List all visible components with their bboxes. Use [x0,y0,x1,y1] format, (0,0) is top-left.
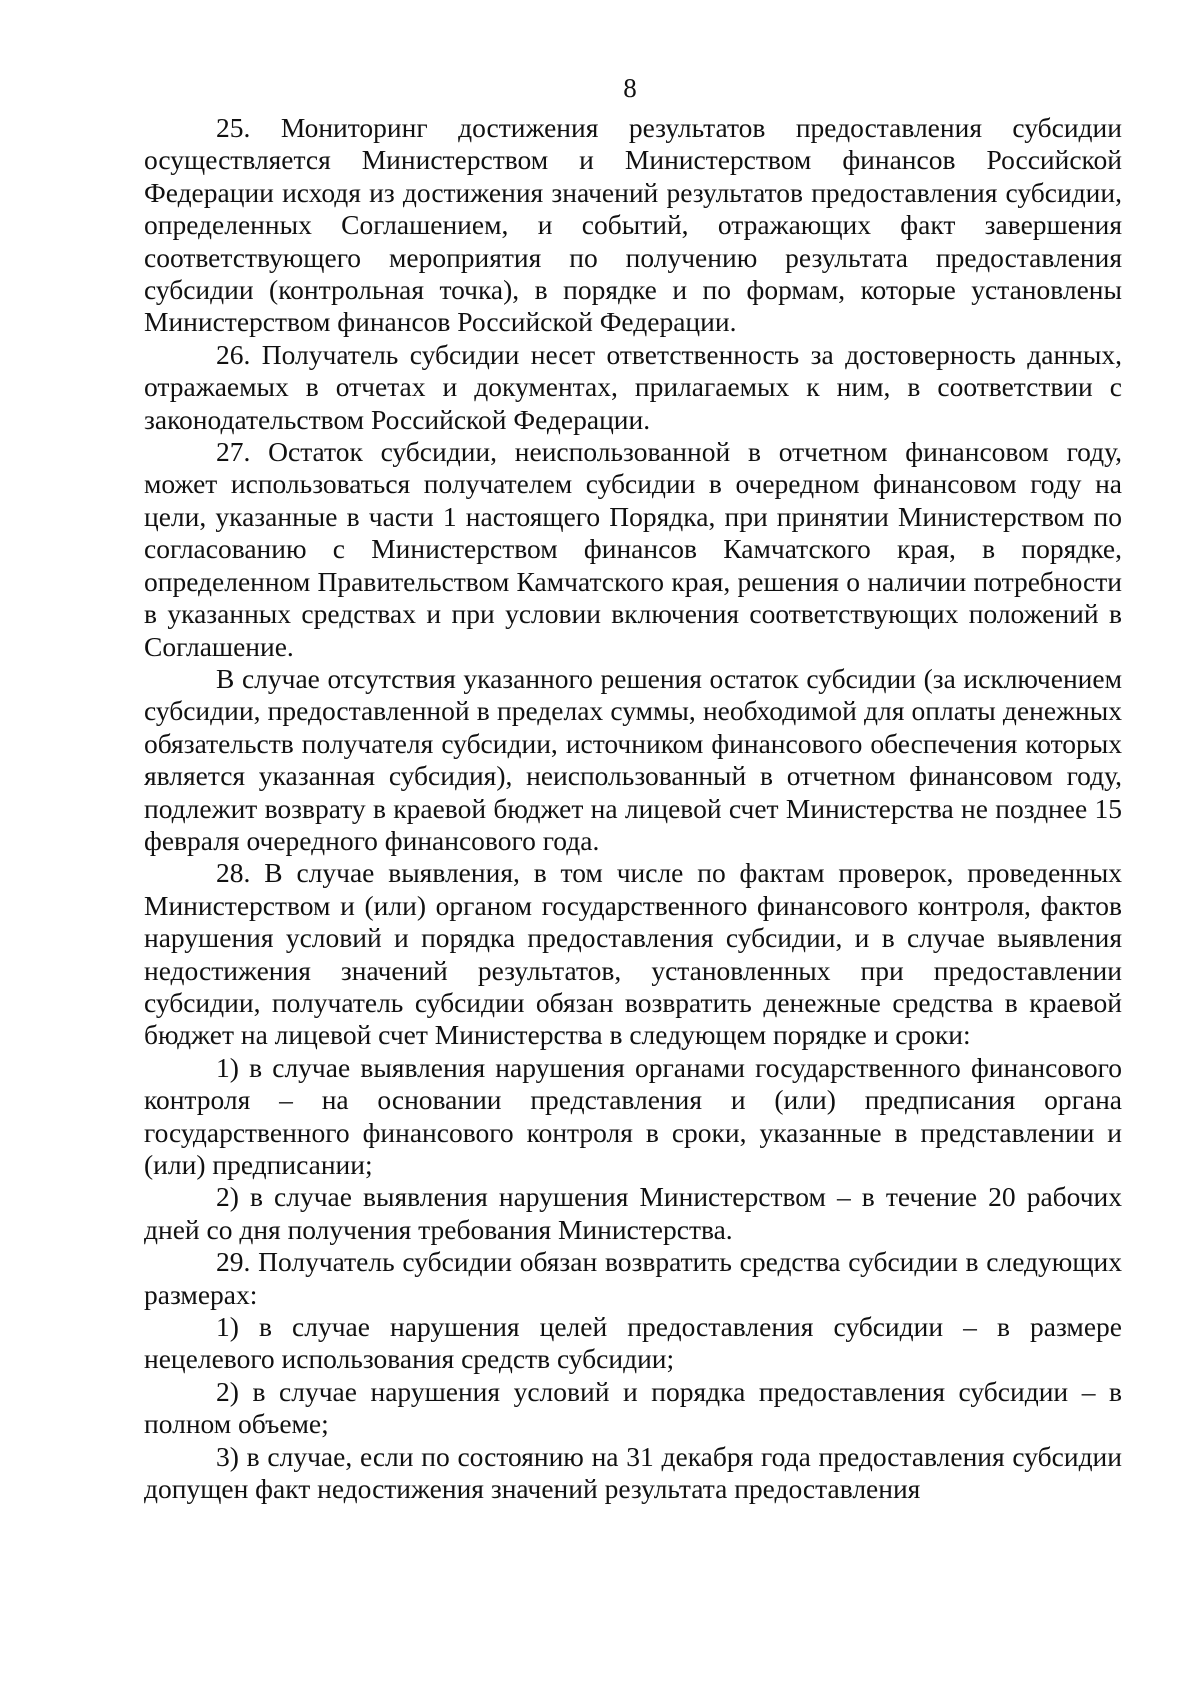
paragraph-29-item-1: 1) в случае нарушения целей предоставления субсидии – в размере нецелевого использования средств субсидии; [144,1311,1122,1375]
paragraph-29: 29. Получатель субсидии обязан возвратить средства субсидии в следующих размерах: [144,1246,1122,1310]
document-body [144,112,1122,1505]
paragraph-29-item-3: 3) в случае, если по состоянию на 31 декабря года предоставления субсидии допущен факт недостижения значений результата предоставления [144,1440,1122,1505]
paragraph-26: 26. Получатель субсидии несет ответственность за достоверность данных, отражаемых в отчетах и документах, прилагаемых к ним, в соответствии с законодательством Российской Федерации. [144,338,1122,435]
page-number: 8 [623,73,637,103]
paragraph-25: 25. Мониторинг достижения результатов предоставления субсидии осуществляется Министерством и Министерством финансов Российской Федерации исходя из достижения значений результатов предоставления субсидии, определенных Соглашением, и событий, отражающих факт завершения соответствующего мероприятия по получению результата предоставления субсидии (контрольная точка), в порядке и по формам, которые установлены Министерством финансов Российской Федерации. [144,112,1122,338]
paragraph-28-item-1: 1) в случае выявления нарушения органами государственного финансового контроля – на основании представления и (или) предписания органа государственного финансового контроля в сроки, указанные в представлении и (или) предписании; [144,1051,1122,1180]
paragraph-28: 28. В случае выявления, в том числе по фактам проверок, проведенных Министерством и (или) органом государственного финансового контроля, фактов нарушения условий и порядка предоставления субсидии, и в случае выявления недостижения значений результатов, установленных при предоставлении субсидии, получатель субсидии обязан возвратить денежные средства в краевой бюджет на лицевой счет Министерства в следующем порядке и сроки: [144,857,1122,1051]
paragraph-29-item-2: 2) в случае нарушения условий и порядка предоставления субсидии – в полном объеме; [144,1375,1122,1440]
paragraph-27: 27. Остаток субсидии, неиспользованной в отчетном финансовом году, может использоваться получателем субсидии в очередном финансовом году на цели, указанные в части 1 настоящего Порядка, при принятии Министерством по согласованию с Министерством финансов Камчатского края, в порядке, определенном Правительством Камчатского края, решения о наличии потребности в указанных средствах и при условии включения соответствующих положений в Соглашение. [144,436,1122,662]
paragraph-28-item-2: 2) в случае выявления нарушения Министерством – в течение 20 рабочих дней со дня получения требования Министерства. [144,1181,1122,1245]
paragraph-27-continued: В случае отсутствия указанного решения остаток субсидии (за исключением субсидии, предоставленной в пределах суммы, необходимой для оплаты денежных обязательств получателя субсидии, источником финансового обеспечения которых является указанная субсидия), неиспользованный в отчетном финансовом году, подлежит возврату в краевой бюджет на лицевой счет Министерства не позднее 15 февраля очередного финансового года. [144,662,1122,856]
